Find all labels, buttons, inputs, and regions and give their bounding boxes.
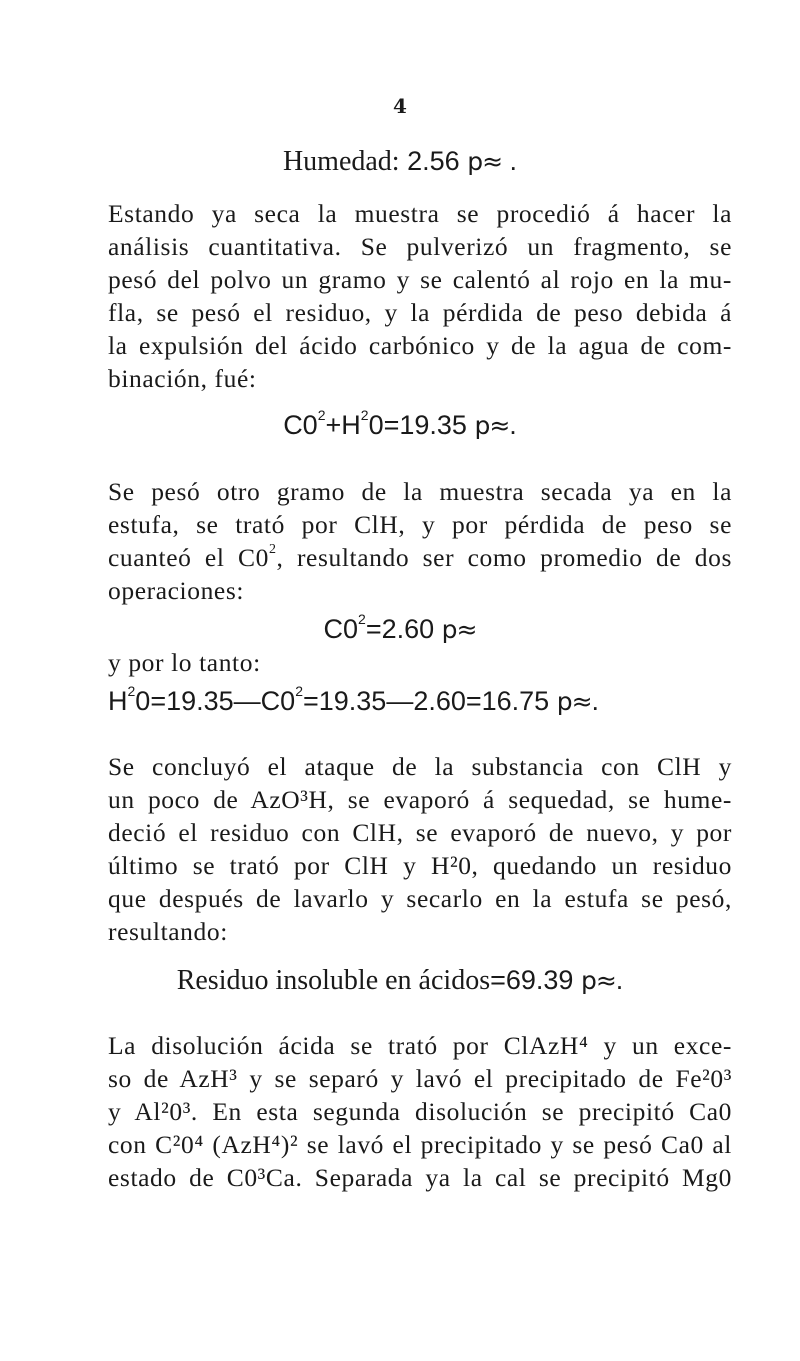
text-line: cuanteó el $C0^2$, resultando ser como promedio de dos [108,541,732,572]
therefore-line: y por lo tanto: [108,648,261,677]
text-line: deció el residuo con ClH, se evaporó de nuevo, y por [108,818,732,847]
text-line: resultando: [108,917,228,946]
percent-sign-icon: ≈ [571,687,592,716]
text-line: estado de C0³Ca. Separada ya la cal se precipitó Mg0 [108,1163,732,1192]
text-line: so de AzH³ y se separó y lavó el precipitado de Fe²0³ [108,1064,732,1093]
text-line: Se pesó otro gramo de la muestra secada ya en la [108,477,732,506]
formula-co2-h2o: $C0^2+H^20=19.35$ p≈. [283,407,517,440]
text-line: binación, fué: [108,364,257,393]
page-number: 4 [393,94,407,118]
text-line: pesó del polvo un gramo y se calentó al rojo en la mu- [108,265,732,294]
text-line: análisis cuantitativa. Se pulverizó un fragmento, se [108,232,732,261]
text-line: estufa, se trató por ClH, y por pérdida de peso se [108,510,732,539]
humidity-value: 2.56 [407,146,460,176]
paragraph-2 [108,475,732,607]
humidity-line: Humedad: 2.56 p≈ . [282,146,518,177]
percent-sign-icon: ≈ [456,615,477,644]
text-line: La disolución ácida se trató por ClAzH⁴ y un exce- [108,1031,732,1060]
text-line: la expulsión del ácido carbónico y de la agua de com- [108,331,732,360]
text-line: operaciones: [108,576,245,605]
humidity-label: Humedad: [282,146,400,177]
formula-h2o: $H^20=19.35—C0^2=19.35—2.60=16.75$ p≈. [108,683,600,716]
text-line: que después de lavarlo y secarlo en la estufa se pesó, [108,884,732,913]
text-line: y Al²0³. En esta segunda disolución se precipitó Ca0 [108,1097,732,1126]
residue-label: Residuo insoluble en ácidos [176,965,491,996]
paragraph-3 [108,750,732,948]
formula-co2: $C0^2=2.60$ p≈ [323,611,477,644]
text-line: último se trató por ClH y H²0, quedando un residuo [108,851,732,880]
text-line: con C²0⁴ (AzH⁴)² se lavó el precipitado y se pesó Ca0 al [108,1130,732,1159]
text-line: Estando ya seca la muestra se procedió á hacer la [108,199,732,228]
text-line: un poco de AzO³H, se evaporó á sequedad, se hume- [108,785,732,814]
paragraph-4 [108,1029,732,1194]
text-line: fla, se pesó el residuo, y la pérdida de peso debida á [108,298,732,327]
percent-sign-icon: ≈ [489,411,510,440]
percent-sign-icon: ≈ [595,966,616,995]
paragraph-1 [108,197,732,395]
percent-sign-icon: ≈ [482,147,503,176]
residue-line: Residuo insoluble en ácidos=69.39 p≈. [176,965,624,996]
text-line: Se concluyó el ataque de la substancia con ClH y [108,752,732,781]
residue-value: =69.39 [490,965,574,995]
